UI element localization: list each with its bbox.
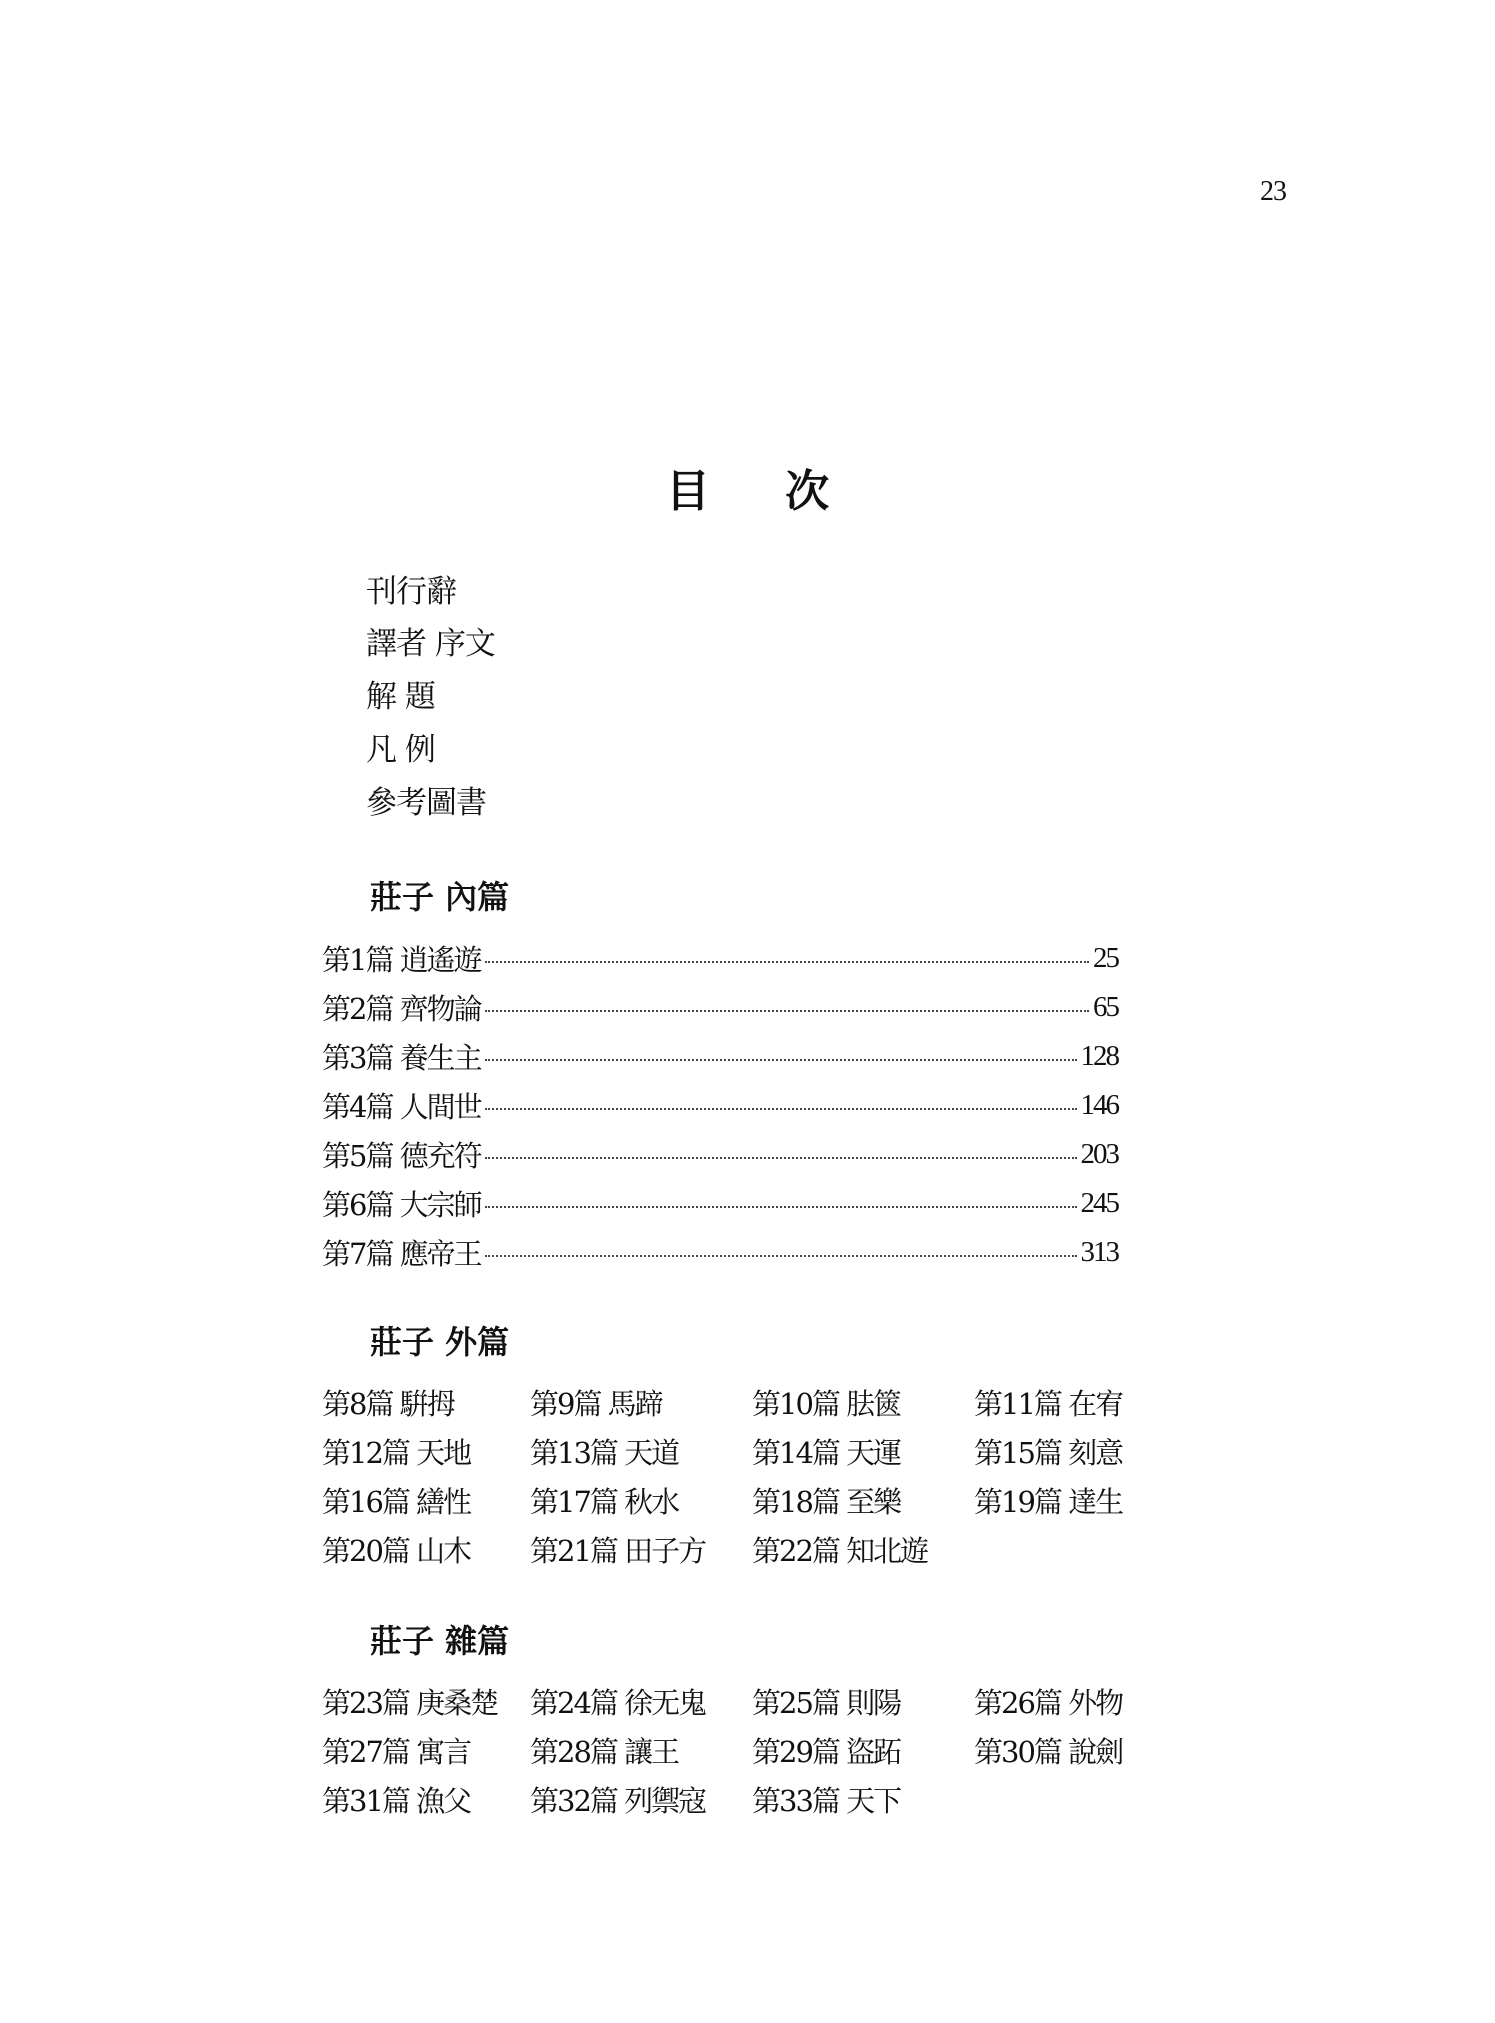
chapter-page: 146 [1080,1088,1118,1121]
dot-leader [485,1108,1077,1110]
chapter-label: 第1篇 逍遙遊 [322,942,481,977]
chapter-entry: 第8篇 騈拇 [322,1387,454,1421]
chapter-label: 第4篇 人間世 [322,1089,481,1124]
chapter-page: 65 [1093,990,1118,1023]
chapter-entry: 第23篇 庚桑楚 [322,1686,498,1720]
section-heading-outer: 莊子 外篇 [370,1323,510,1361]
chapter-label: 第2篇 齊物論 [322,991,481,1026]
toc-entry [322,1232,1118,1272]
chapter-label: 第6篇 大宗師 [322,1187,481,1222]
toc-entry [322,1134,1118,1174]
page-title: 目 次 [665,466,860,517]
chapter-entry: 第25篇 則陽 [752,1686,901,1720]
chapter-entry: 第19篇 達生 [974,1485,1123,1519]
chapter-page: 313 [1080,1235,1118,1268]
dot-leader [485,1206,1077,1208]
chapter-entry: 第33篇 天下 [752,1784,901,1818]
section-heading-inner: 莊子 內篇 [370,878,510,916]
front-matter-item: 刊行辭 [366,574,456,610]
chapter-entry: 第26篇 外物 [974,1686,1123,1720]
chapter-label: 第5篇 德充符 [322,1138,481,1173]
toc-entry [322,987,1118,1027]
chapter-entry: 第24篇 徐无鬼 [530,1686,706,1720]
chapter-page: 245 [1080,1186,1118,1219]
front-matter-item: 解 題 [366,679,435,715]
dot-leader [485,961,1089,963]
toc-entry [322,1085,1118,1125]
dot-leader [485,1010,1089,1012]
chapter-entry: 第16篇 繕性 [322,1485,471,1519]
chapter-entry: 第11篇 在宥 [974,1387,1123,1421]
dot-leader [485,1255,1077,1257]
chapter-entry: 第17篇 秋水 [530,1485,679,1519]
chapter-page: 128 [1080,1039,1118,1072]
front-matter-item: 參考圖書 [366,785,486,821]
chapter-entry: 第15篇 刻意 [974,1436,1123,1470]
section-heading-misc: 莊子 雜篇 [370,1622,510,1660]
chapter-entry: 第30篇 說劍 [974,1735,1123,1769]
chapter-entry: 第12篇 天地 [322,1436,471,1470]
chapter-entry: 第14篇 天運 [752,1436,901,1470]
chapter-entry: 第27篇 寓言 [322,1735,471,1769]
chapter-entry: 第28篇 讓王 [530,1735,679,1769]
chapter-label: 第3篇 養生主 [322,1040,481,1075]
front-matter-item: 譯者 序文 [366,626,495,662]
chapter-entry: 第22篇 知北遊 [752,1534,928,1568]
dot-leader [485,1059,1077,1061]
chapter-entry: 第32篇 列禦寇 [530,1784,706,1818]
chapter-entry: 第10篇 胠篋 [752,1387,901,1421]
page-number: 23 [1260,176,1286,207]
toc-entry [322,1183,1118,1223]
chapter-page: 203 [1080,1137,1118,1170]
chapter-entry: 第21篇 田子方 [530,1534,706,1568]
chapter-entry: 第29篇 盜跖 [752,1735,901,1769]
chapter-entry: 第13篇 天道 [530,1436,679,1470]
chapter-entry: 第31篇 漁父 [322,1784,471,1818]
front-matter-item: 凡 例 [366,732,435,768]
dot-leader [485,1157,1077,1159]
toc-entry [322,1036,1118,1076]
chapter-entry: 第18篇 至樂 [752,1485,901,1519]
chapter-label: 第7篇 應帝王 [322,1236,481,1271]
chapter-page: 25 [1093,941,1118,974]
chapter-entry: 第9篇 馬蹄 [530,1387,662,1421]
chapter-entry: 第20篇 山木 [322,1534,471,1568]
toc-entry [322,938,1118,978]
